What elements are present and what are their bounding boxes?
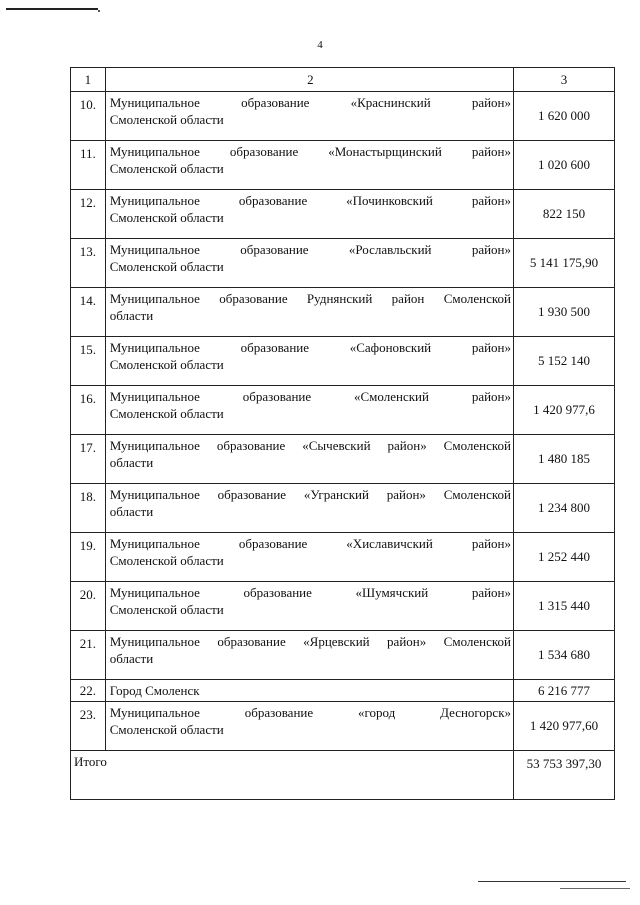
header-col-2: 2 [105, 68, 513, 92]
name-line-1: Муниципальное образование «Сычевский район» Смоленской [109, 438, 512, 453]
row-number: 16. [71, 386, 106, 435]
name-line-1: Муниципальное образование Руднянский район Смоленской [109, 291, 512, 306]
name-line-2: Смоленской области [109, 553, 224, 568]
name-line-1: Муниципальное образование «Рославльский район» [109, 242, 512, 257]
table-row [71, 92, 615, 141]
row-amount: 5 152 140 [514, 337, 615, 386]
allocation-table [70, 67, 615, 800]
row-amount: 1 534 680 [514, 631, 615, 680]
name-line-2: области [109, 651, 154, 666]
row-municipality-name [105, 435, 513, 484]
scan-edge-mark-bottom [478, 881, 626, 882]
scan-edge-dot [98, 10, 100, 12]
total-row [71, 751, 615, 800]
table-header-row [71, 68, 615, 92]
row-municipality-name [105, 190, 513, 239]
row-municipality-name [105, 582, 513, 631]
row-municipality-name [105, 337, 513, 386]
table-row [71, 533, 615, 582]
table-body [71, 68, 615, 800]
name-line-2: области [109, 308, 154, 323]
row-number: 14. [71, 288, 106, 337]
name-line-2: области [109, 504, 154, 519]
row-number: 19. [71, 533, 106, 582]
table-row [71, 141, 615, 190]
table-row [71, 680, 615, 702]
row-number: 21. [71, 631, 106, 680]
row-amount: 1 620 000 [514, 92, 615, 141]
row-municipality-name [105, 92, 513, 141]
name-line-1: Муниципальное образование «Ярцевский район» Смоленской [109, 634, 512, 649]
row-municipality-name [105, 702, 513, 751]
total-amount: 53 753 397,30 [514, 751, 615, 800]
row-number: 15. [71, 337, 106, 386]
header-col-1: 1 [71, 68, 106, 92]
table-row [71, 386, 615, 435]
row-amount: 6 216 777 [514, 680, 615, 702]
name-line-2: Смоленской области [109, 259, 224, 274]
table-row [71, 337, 615, 386]
name-line-2: Смоленской области [109, 161, 224, 176]
total-label: Итого [71, 751, 514, 800]
row-municipality-name [105, 484, 513, 533]
row-amount: 1 315 440 [514, 582, 615, 631]
row-number: 12. [71, 190, 106, 239]
table-row [71, 288, 615, 337]
row-municipality-name [105, 680, 513, 702]
name-line-1: Муниципальное образование «Сафоновский район» [109, 340, 512, 355]
table-row [71, 435, 615, 484]
name-line-1: Муниципальное образование «Смоленский район» [109, 389, 512, 404]
row-municipality-name [105, 386, 513, 435]
row-number: 17. [71, 435, 106, 484]
name-line-1: Муниципальное образование «Монастырщинский район» [109, 144, 512, 159]
name-line-2: Смоленской области [109, 210, 224, 225]
row-number: 18. [71, 484, 106, 533]
name-line-2: Смоленской области [109, 112, 224, 127]
name-line-1: Муниципальное образование «Починковский район» [109, 193, 512, 208]
name-line-1: Муниципальное образование «Краснинский район» [109, 95, 512, 110]
name-line-2: Смоленской области [109, 602, 224, 617]
table-row [71, 190, 615, 239]
row-amount: 1 930 500 [514, 288, 615, 337]
name-line-2: Смоленской области [109, 357, 224, 372]
row-amount: 5 141 175,90 [514, 239, 615, 288]
row-municipality-name [105, 239, 513, 288]
row-municipality-name [105, 631, 513, 680]
header-col-3: 3 [514, 68, 615, 92]
row-number: 22. [71, 680, 106, 702]
name-line-2: области [109, 455, 154, 470]
row-number: 11. [71, 141, 106, 190]
row-municipality-name [105, 141, 513, 190]
row-amount: 1 252 440 [514, 533, 615, 582]
row-number: 20. [71, 582, 106, 631]
row-municipality-name [105, 288, 513, 337]
row-number: 23. [71, 702, 106, 751]
row-amount: 1 420 977,6 [514, 386, 615, 435]
row-number: 10. [71, 92, 106, 141]
name-line-1: Муниципальное образование «город Десногорск» [109, 705, 512, 720]
table-row [71, 631, 615, 680]
table-row [71, 582, 615, 631]
table-row [71, 702, 615, 751]
row-amount: 1 234 800 [514, 484, 615, 533]
name-line-1: Город Смоленск [109, 683, 200, 698]
row-amount: 1 420 977,60 [514, 702, 615, 751]
scan-edge-mark [6, 8, 98, 10]
name-line-2: Смоленской области [109, 722, 224, 737]
scan-edge-mark-bottom-2 [560, 888, 630, 889]
page-number: 4 [317, 39, 323, 51]
row-number: 13. [71, 239, 106, 288]
row-amount: 1 020 600 [514, 141, 615, 190]
name-line-1: Муниципальное образование «Шумячский район» [109, 585, 512, 600]
name-line-1: Муниципальное образование «Хиславичский район» [109, 536, 512, 551]
table-row [71, 484, 615, 533]
name-line-1: Муниципальное образование «Угранский район» Смоленской [109, 487, 512, 502]
row-amount: 1 480 185 [514, 435, 615, 484]
row-municipality-name [105, 533, 513, 582]
row-amount: 822 150 [514, 190, 615, 239]
name-line-2: Смоленской области [109, 406, 224, 421]
table-row [71, 239, 615, 288]
